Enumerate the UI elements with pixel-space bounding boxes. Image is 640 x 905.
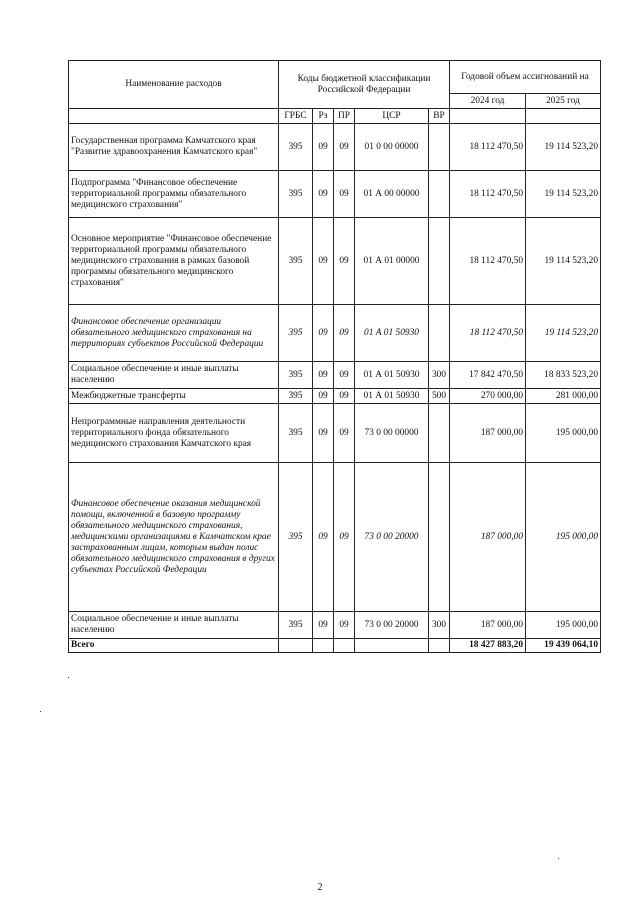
row-vr <box>429 218 450 305</box>
row-pr: 09 <box>334 463 355 612</box>
row-csr: 73 0 00 20000 <box>355 463 429 612</box>
row-csr: 01 А 01 00000 <box>355 218 429 305</box>
row-name: Государственная программа Камчатского края "Развитие здравоохранения Камчатского края" <box>69 124 279 171</box>
row-amount-2024: 18 112 470,50 <box>450 124 526 171</box>
budget-table <box>68 60 601 653</box>
row-grbs: 395 <box>279 218 313 305</box>
total-amount-2025: 19 439 064,10 <box>526 639 601 653</box>
table-row <box>69 218 601 305</box>
row-csr: 01 А 01 50930 <box>355 305 429 362</box>
table-row <box>69 463 601 612</box>
row-rz: 09 <box>313 362 334 389</box>
table-row <box>69 612 601 639</box>
table-row <box>69 171 601 218</box>
row-rz: 09 <box>313 463 334 612</box>
row-pr: 09 <box>334 171 355 218</box>
row-amount-2025: 19 114 523,20 <box>526 305 601 362</box>
row-pr: 09 <box>334 389 355 404</box>
row-grbs: 395 <box>279 124 313 171</box>
column-header-volume: Годовой объем ассигнований на <box>450 61 601 94</box>
total-row <box>69 639 601 653</box>
row-csr: 01 0 00 00000 <box>355 124 429 171</box>
row-vr <box>429 463 450 612</box>
scan-speck <box>40 711 41 712</box>
row-amount-2024: 18 112 470,50 <box>450 171 526 218</box>
row-grbs: 395 <box>279 171 313 218</box>
code-header-pr: ПР <box>334 109 355 124</box>
empty-cell <box>279 639 313 653</box>
row-grbs: 395 <box>279 389 313 404</box>
row-amount-2024: 187 000,00 <box>450 404 526 463</box>
row-amount-2024: 187 000,00 <box>450 463 526 612</box>
column-header-year-2024: 2024 год <box>450 94 526 109</box>
row-vr <box>429 305 450 362</box>
row-rz: 09 <box>313 218 334 305</box>
row-name: Финансовое обеспечение организации обязательного медицинского страхования на территориях субъектов Российской Федерации <box>69 305 279 362</box>
empty-cell <box>355 639 429 653</box>
row-vr: 300 <box>429 362 450 389</box>
row-vr: 500 <box>429 389 450 404</box>
row-amount-2025: 195 000,00 <box>526 612 601 639</box>
row-pr: 09 <box>334 404 355 463</box>
row-vr <box>429 404 450 463</box>
column-header-name: Наименование расходов <box>69 61 279 109</box>
row-amount-2024: 187 000,00 <box>450 612 526 639</box>
row-amount-2024: 17 842 470,50 <box>450 362 526 389</box>
table-row <box>69 305 601 362</box>
empty-cell <box>313 639 334 653</box>
row-amount-2025: 195 000,00 <box>526 463 601 612</box>
row-rz: 09 <box>313 124 334 171</box>
row-name: Подпрограмма "Финансовое обеспечение территориальной программы обязательного медицинского страхования" <box>69 171 279 218</box>
empty-cell <box>429 639 450 653</box>
row-rz: 09 <box>313 171 334 218</box>
row-name: Финансовое обеспечение оказания медицинской помощи, включенной в базовую программу обязательного медицинского страхования, медицинскими организациями в Камчатском крае застрахованным лицам, которым выдан полис обязательного медицинского страхования в других субъектах Российской Федерации <box>69 463 279 612</box>
row-amount-2024: 18 112 470,50 <box>450 218 526 305</box>
table-row <box>69 389 601 404</box>
table-row <box>69 124 601 171</box>
row-grbs: 395 <box>279 463 313 612</box>
row-name: Межбюджетные трансферты <box>69 389 279 404</box>
row-name: Социальное обеспечение и иные выплаты населению <box>69 362 279 389</box>
column-header-codes: Коды бюджетной классификации Российской Федерации <box>279 61 450 109</box>
row-rz: 09 <box>313 404 334 463</box>
empty-cell <box>334 639 355 653</box>
row-csr: 01 А 01 50930 <box>355 362 429 389</box>
row-name: Основное мероприятие "Финансовое обеспечение территориальной программы обязательного медицинского страхования в рамках базовой программы обязательного медицинского страхования" <box>69 218 279 305</box>
row-amount-2025: 281 000,00 <box>526 389 601 404</box>
total-label: Всего <box>69 639 279 653</box>
code-header-grbs: ГРБС <box>279 109 313 124</box>
row-rz: 09 <box>313 389 334 404</box>
row-name: Непрограммные направления деятельности территориального фонда обязательного медицинского страхования Камчатского края <box>69 404 279 463</box>
code-header-rz: Рз <box>313 109 334 124</box>
column-header-year-2025: 2025 год <box>526 94 601 109</box>
row-pr: 09 <box>334 362 355 389</box>
code-header-row <box>69 109 601 124</box>
empty-cell <box>69 109 279 124</box>
page-number: 2 <box>317 882 323 893</box>
row-amount-2025: 195 000,00 <box>526 404 601 463</box>
code-header-vr: ВР <box>429 109 450 124</box>
row-name: Социальное обеспечение и иные выплаты населению <box>69 612 279 639</box>
row-pr: 09 <box>334 218 355 305</box>
row-amount-2025: 19 114 523,20 <box>526 218 601 305</box>
row-csr: 73 0 00 00000 <box>355 404 429 463</box>
scan-speck <box>68 677 69 678</box>
row-amount-2024: 18 112 470,50 <box>450 305 526 362</box>
row-pr: 09 <box>334 124 355 171</box>
row-pr: 09 <box>334 305 355 362</box>
row-amount-2025: 18 833 523,20 <box>526 362 601 389</box>
row-grbs: 395 <box>279 305 313 362</box>
row-csr: 01 А 00 00000 <box>355 171 429 218</box>
empty-cell <box>526 109 601 124</box>
row-vr <box>429 124 450 171</box>
row-grbs: 395 <box>279 612 313 639</box>
row-pr: 09 <box>334 612 355 639</box>
row-grbs: 395 <box>279 362 313 389</box>
row-amount-2024: 270 000,00 <box>450 389 526 404</box>
row-amount-2025: 19 114 523,20 <box>526 124 601 171</box>
row-rz: 09 <box>313 305 334 362</box>
table-row <box>69 404 601 463</box>
scan-speck <box>558 858 559 859</box>
row-vr: 300 <box>429 612 450 639</box>
row-csr: 73 0 00 20000 <box>355 612 429 639</box>
row-amount-2025: 19 114 523,20 <box>526 171 601 218</box>
table-row <box>69 362 601 389</box>
row-rz: 09 <box>313 612 334 639</box>
row-grbs: 395 <box>279 404 313 463</box>
row-vr <box>429 171 450 218</box>
code-header-csr: ЦСР <box>355 109 429 124</box>
empty-cell <box>450 109 526 124</box>
row-csr: 01 А 01 50930 <box>355 389 429 404</box>
total-amount-2024: 18 427 883,20 <box>450 639 526 653</box>
